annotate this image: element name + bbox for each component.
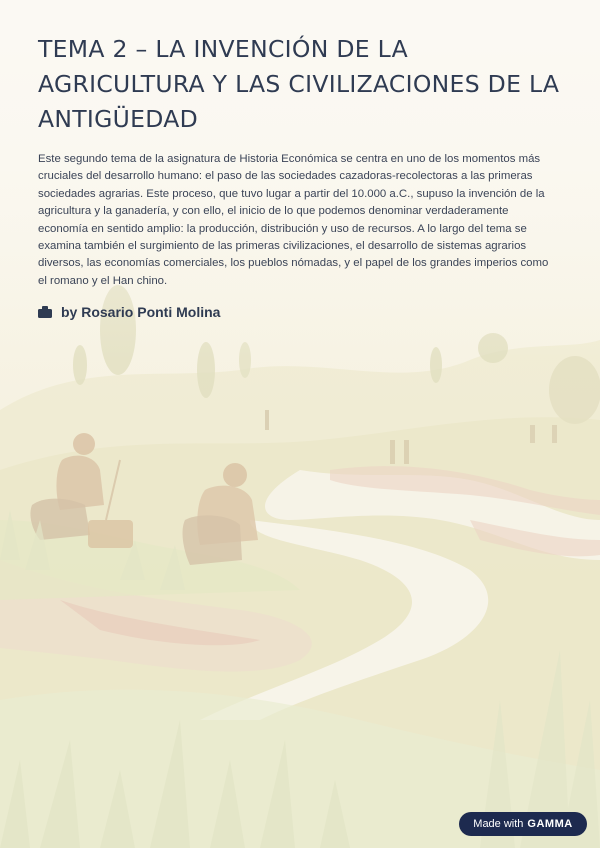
badge-label: Made with — [473, 818, 524, 830]
author-avatar-icon — [38, 306, 52, 318]
author-line — [38, 304, 560, 320]
badge-brand: GAMMA — [527, 818, 573, 830]
document-content — [38, 32, 560, 320]
author-name: by Rosario Ponti Molina — [61, 304, 221, 321]
page-title: TEMA 2 – LA INVENCIÓN DE LA AGRICULTURA Y LAS CIVILIZACIONES DE LA ANTIGÜEDAD — [38, 35, 560, 133]
description-paragraph: Este segundo tema de la asignatura de Historia Económica se centra en uno de los momentos más cruciales del desarrollo humano: el paso de las sociedades cazadoras-recolectoras a las primeras sociedades agrarias. Este proceso, que tuvo lugar a partir del 10.000 a.C., supuso la invención de la agricultura y la ganadería, y con ello, el inicio de lo que podemos denominar verdaderamente economía en sentido amplio: la producción, distribución y uso de recursos. A lo largo del tema se examina también el surgimiento de las primeras civilizaciones, el desarrollo de sistemas agrarios diversos, las economías comerciales, los pueblos nómadas, y el papel de los grandes imperios como el romano y el Han chino. — [38, 153, 549, 287]
made-with-gamma-badge[interactable] — [459, 812, 587, 836]
